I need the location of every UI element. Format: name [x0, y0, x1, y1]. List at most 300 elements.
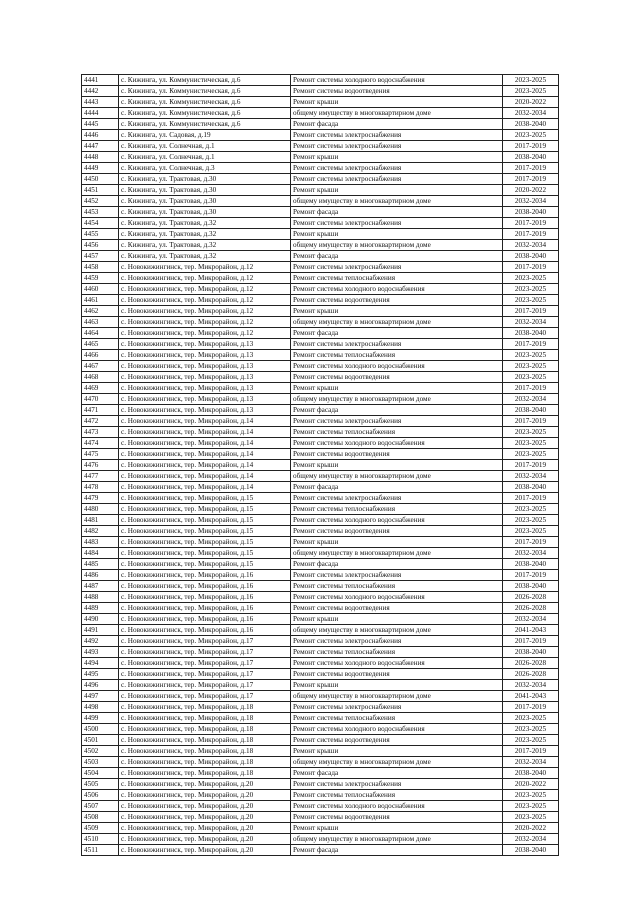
work-type-cell: Ремонт крыши — [291, 460, 503, 471]
address-cell: с. Новокижингинск, тер. Микрорайон, д.13 — [119, 372, 291, 383]
work-type-cell: Ремонт фасада — [291, 768, 503, 779]
period-cell: 2017-2019 — [503, 537, 559, 548]
work-type-cell: Ремонт фасада — [291, 405, 503, 416]
row-number-cell: 4457 — [82, 251, 119, 262]
work-type-cell: Ремонт крыши — [291, 97, 503, 108]
work-type-cell: Ремонт крыши — [291, 152, 503, 163]
address-cell: с. Новокижингинск, тер. Микрорайон, д.16 — [119, 581, 291, 592]
address-cell: с. Новокижингинск, тер. Микрорайон, д.18 — [119, 746, 291, 757]
table-body — [82, 75, 559, 856]
table-row — [82, 548, 559, 559]
work-type-cell: Ремонт фасада — [291, 328, 503, 339]
table-row — [82, 262, 559, 273]
period-cell: 2017-2019 — [503, 493, 559, 504]
work-type-cell: Ремонт системы холодного водоснабжения — [291, 75, 503, 86]
table-row — [82, 350, 559, 361]
table-row — [82, 317, 559, 328]
work-type-cell: Ремонт фасада — [291, 845, 503, 856]
period-cell: 2038-2040 — [503, 768, 559, 779]
row-number-cell: 4445 — [82, 119, 119, 130]
period-cell: 2023-2025 — [503, 130, 559, 141]
address-cell: с. Новокижингинск, тер. Микрорайон, д.15 — [119, 515, 291, 526]
row-number-cell: 4466 — [82, 350, 119, 361]
work-type-cell: общему имуществу в многоквартирном доме — [291, 691, 503, 702]
address-cell: с. Кижинга, ул. Коммунистическая, д.6 — [119, 108, 291, 119]
period-cell: 2017-2019 — [503, 229, 559, 240]
work-type-cell: Ремонт фасада — [291, 251, 503, 262]
address-cell: с. Новокижингинск, тер. Микрорайон, д.18 — [119, 768, 291, 779]
work-type-cell: Ремонт системы холодного водоснабжения — [291, 515, 503, 526]
address-cell: с. Кижинга, ул. Солнечная, д.1 — [119, 152, 291, 163]
row-number-cell: 4481 — [82, 515, 119, 526]
period-cell: 2017-2019 — [503, 163, 559, 174]
table-row — [82, 306, 559, 317]
table-row — [82, 229, 559, 240]
row-number-cell: 4441 — [82, 75, 119, 86]
table-row — [82, 724, 559, 735]
period-cell: 2041-2043 — [503, 691, 559, 702]
row-number-cell: 4459 — [82, 273, 119, 284]
period-cell: 2026-2028 — [503, 669, 559, 680]
table-row — [82, 119, 559, 130]
period-cell: 2017-2019 — [503, 636, 559, 647]
row-number-cell: 4501 — [82, 735, 119, 746]
table-row — [82, 658, 559, 669]
work-type-cell: общему имуществу в многоквартирном доме — [291, 757, 503, 768]
row-number-cell: 4503 — [82, 757, 119, 768]
work-type-cell: Ремонт системы теплоснабжения — [291, 581, 503, 592]
address-cell: с. Новокижингинск, тер. Микрорайон, д.13 — [119, 350, 291, 361]
period-cell: 2032-2034 — [503, 394, 559, 405]
period-cell: 2017-2019 — [503, 702, 559, 713]
row-number-cell: 4469 — [82, 383, 119, 394]
row-number-cell: 4509 — [82, 823, 119, 834]
work-type-cell: Ремонт системы электроснабжения — [291, 141, 503, 152]
address-cell: с. Кижинга, ул. Садовая, д.19 — [119, 130, 291, 141]
row-number-cell: 4508 — [82, 812, 119, 823]
table-row — [82, 416, 559, 427]
period-cell: 2032-2034 — [503, 317, 559, 328]
period-cell: 2038-2040 — [503, 647, 559, 658]
period-cell: 2020-2022 — [503, 97, 559, 108]
table-row — [82, 614, 559, 625]
table-row — [82, 834, 559, 845]
address-cell: с. Кижинга, ул. Трактовая, д.30 — [119, 207, 291, 218]
address-cell: с. Новокижингинск, тер. Микрорайон, д.17 — [119, 647, 291, 658]
repair-schedule-table — [81, 74, 559, 856]
address-cell: с. Новокижингинск, тер. Микрорайон, д.16 — [119, 570, 291, 581]
address-cell: с. Новокижингинск, тер. Микрорайон, д.12 — [119, 284, 291, 295]
work-type-cell: Ремонт системы водоотведения — [291, 86, 503, 97]
row-number-cell: 4477 — [82, 471, 119, 482]
address-cell: с. Новокижингинск, тер. Микрорайон, д.12 — [119, 262, 291, 273]
table-row — [82, 537, 559, 548]
row-number-cell: 4493 — [82, 647, 119, 658]
period-cell: 2023-2025 — [503, 361, 559, 372]
address-cell: с. Кижинга, ул. Трактовая, д.32 — [119, 240, 291, 251]
row-number-cell: 4454 — [82, 218, 119, 229]
table-row — [82, 713, 559, 724]
period-cell: 2017-2019 — [503, 339, 559, 350]
address-cell: с. Новокижингинск, тер. Микрорайон, д.17 — [119, 658, 291, 669]
work-type-cell: Ремонт системы электроснабжения — [291, 570, 503, 581]
table-row — [82, 581, 559, 592]
period-cell: 2038-2040 — [503, 119, 559, 130]
address-cell: с. Новокижингинск, тер. Микрорайон, д.15 — [119, 504, 291, 515]
address-cell: с. Кижинга, ул. Коммунистическая, д.6 — [119, 97, 291, 108]
table-row — [82, 361, 559, 372]
table-row — [82, 735, 559, 746]
work-type-cell: Ремонт системы теплоснабжения — [291, 427, 503, 438]
work-type-cell: Ремонт крыши — [291, 537, 503, 548]
row-number-cell: 4500 — [82, 724, 119, 735]
row-number-cell: 4472 — [82, 416, 119, 427]
table-row — [82, 845, 559, 856]
address-cell: с. Новокижингинск, тер. Микрорайон, д.14 — [119, 449, 291, 460]
period-cell: 2032-2034 — [503, 614, 559, 625]
table-row — [82, 185, 559, 196]
table-row — [82, 801, 559, 812]
row-number-cell: 4442 — [82, 86, 119, 97]
row-number-cell: 4491 — [82, 625, 119, 636]
table-row — [82, 460, 559, 471]
period-cell: 2023-2025 — [503, 350, 559, 361]
table-row — [82, 383, 559, 394]
table-row — [82, 339, 559, 350]
address-cell: с. Новокижингинск, тер. Микрорайон, д.16 — [119, 603, 291, 614]
work-type-cell: Ремонт крыши — [291, 614, 503, 625]
row-number-cell: 4464 — [82, 328, 119, 339]
table-row — [82, 218, 559, 229]
address-cell: с. Новокижингинск, тер. Микрорайон, д.20 — [119, 779, 291, 790]
address-cell: с. Кижинга, ул. Трактовая, д.32 — [119, 218, 291, 229]
table-row — [82, 625, 559, 636]
work-type-cell: Ремонт системы водоотведения — [291, 295, 503, 306]
table-row — [82, 207, 559, 218]
table-row — [82, 427, 559, 438]
row-number-cell: 4499 — [82, 713, 119, 724]
table-row — [82, 97, 559, 108]
work-type-cell: Ремонт крыши — [291, 306, 503, 317]
work-type-cell: Ремонт системы электроснабжения — [291, 130, 503, 141]
table-row — [82, 823, 559, 834]
period-cell: 2020-2022 — [503, 185, 559, 196]
table-row — [82, 449, 559, 460]
address-cell: с. Новокижингинск, тер. Микрорайон, д.13 — [119, 339, 291, 350]
period-cell: 2017-2019 — [503, 570, 559, 581]
work-type-cell: Ремонт системы электроснабжения — [291, 636, 503, 647]
work-type-cell: Ремонт крыши — [291, 229, 503, 240]
period-cell: 2038-2040 — [503, 251, 559, 262]
row-number-cell: 4467 — [82, 361, 119, 372]
address-cell: с. Новокижингинск, тер. Микрорайон, д.13 — [119, 394, 291, 405]
period-cell: 2023-2025 — [503, 724, 559, 735]
row-number-cell: 4490 — [82, 614, 119, 625]
row-number-cell: 4488 — [82, 592, 119, 603]
work-type-cell: Ремонт системы водоотведения — [291, 669, 503, 680]
work-type-cell: Ремонт крыши — [291, 185, 503, 196]
address-cell: с. Кижинга, ул. Трактовая, д.30 — [119, 185, 291, 196]
table-row — [82, 471, 559, 482]
address-cell: с. Кижинга, ул. Трактовая, д.32 — [119, 251, 291, 262]
work-type-cell: Ремонт системы водоотведения — [291, 372, 503, 383]
address-cell: с. Новокижингинск, тер. Микрорайон, д.12 — [119, 328, 291, 339]
period-cell: 2032-2034 — [503, 757, 559, 768]
row-number-cell: 4497 — [82, 691, 119, 702]
period-cell: 2023-2025 — [503, 801, 559, 812]
period-cell: 2038-2040 — [503, 581, 559, 592]
address-cell: с. Новокижингинск, тер. Микрорайон, д.12 — [119, 295, 291, 306]
period-cell: 2023-2025 — [503, 812, 559, 823]
row-number-cell: 4507 — [82, 801, 119, 812]
period-cell: 2038-2040 — [503, 845, 559, 856]
address-cell: с. Кижинга, ул. Трактовая, д.30 — [119, 174, 291, 185]
row-number-cell: 4458 — [82, 262, 119, 273]
row-number-cell: 4449 — [82, 163, 119, 174]
period-cell: 2023-2025 — [503, 427, 559, 438]
row-number-cell: 4462 — [82, 306, 119, 317]
period-cell: 2023-2025 — [503, 526, 559, 537]
period-cell: 2023-2025 — [503, 295, 559, 306]
address-cell: с. Новокижингинск, тер. Микрорайон, д.18 — [119, 724, 291, 735]
address-cell: с. Новокижингинск, тер. Микрорайон, д.14 — [119, 427, 291, 438]
table-row — [82, 680, 559, 691]
table-row — [82, 647, 559, 658]
table-row — [82, 405, 559, 416]
address-cell: с. Новокижингинск, тер. Микрорайон, д.18 — [119, 702, 291, 713]
period-cell: 2017-2019 — [503, 416, 559, 427]
address-cell: с. Новокижингинск, тер. Микрорайон, д.14 — [119, 482, 291, 493]
work-type-cell: Ремонт крыши — [291, 383, 503, 394]
work-type-cell: Ремонт системы холодного водоснабжения — [291, 361, 503, 372]
row-number-cell: 4480 — [82, 504, 119, 515]
row-number-cell: 4478 — [82, 482, 119, 493]
work-type-cell: Ремонт системы электроснабжения — [291, 262, 503, 273]
address-cell: с. Новокижингинск, тер. Микрорайон, д.13 — [119, 383, 291, 394]
work-type-cell: общему имуществу в многоквартирном доме — [291, 548, 503, 559]
row-number-cell: 4460 — [82, 284, 119, 295]
period-cell: 2032-2034 — [503, 196, 559, 207]
row-number-cell: 4494 — [82, 658, 119, 669]
work-type-cell: Ремонт системы холодного водоснабжения — [291, 658, 503, 669]
row-number-cell: 4452 — [82, 196, 119, 207]
address-cell: с. Новокижингинск, тер. Микрорайон, д.15 — [119, 493, 291, 504]
period-cell: 2038-2040 — [503, 405, 559, 416]
row-number-cell: 4474 — [82, 438, 119, 449]
period-cell: 2017-2019 — [503, 262, 559, 273]
row-number-cell: 4485 — [82, 559, 119, 570]
table-row — [82, 372, 559, 383]
work-type-cell: Ремонт системы теплоснабжения — [291, 504, 503, 515]
table-row — [82, 295, 559, 306]
period-cell: 2017-2019 — [503, 218, 559, 229]
address-cell: с. Новокижингинск, тер. Микрорайон, д.20 — [119, 823, 291, 834]
work-type-cell: Ремонт крыши — [291, 746, 503, 757]
table-row — [82, 790, 559, 801]
table-row — [82, 768, 559, 779]
work-type-cell: Ремонт системы холодного водоснабжения — [291, 592, 503, 603]
address-cell: с. Новокижингинск, тер. Микрорайон, д.17 — [119, 680, 291, 691]
row-number-cell: 4448 — [82, 152, 119, 163]
period-cell: 2032-2034 — [503, 240, 559, 251]
period-cell: 2038-2040 — [503, 152, 559, 163]
row-number-cell: 4450 — [82, 174, 119, 185]
work-type-cell: Ремонт системы водоотведения — [291, 603, 503, 614]
row-number-cell: 4456 — [82, 240, 119, 251]
work-type-cell: общему имуществу в многоквартирном доме — [291, 834, 503, 845]
row-number-cell: 4479 — [82, 493, 119, 504]
period-cell: 2017-2019 — [503, 746, 559, 757]
period-cell: 2023-2025 — [503, 504, 559, 515]
work-type-cell: Ремонт системы холодного водоснабжения — [291, 284, 503, 295]
address-cell: с. Кижинга, ул. Солнечная, д.1 — [119, 141, 291, 152]
work-type-cell: Ремонт системы электроснабжения — [291, 416, 503, 427]
address-cell: с. Кижинга, ул. Коммунистическая, д.6 — [119, 86, 291, 97]
work-type-cell: Ремонт крыши — [291, 823, 503, 834]
work-type-cell: общему имуществу в многоквартирном доме — [291, 625, 503, 636]
row-number-cell: 4465 — [82, 339, 119, 350]
period-cell: 2023-2025 — [503, 438, 559, 449]
table-row — [82, 141, 559, 152]
address-cell: с. Новокижингинск, тер. Микрорайон, д.20 — [119, 812, 291, 823]
work-type-cell: Ремонт системы водоотведения — [291, 526, 503, 537]
address-cell: с. Новокижингинск, тер. Микрорайон, д.18 — [119, 735, 291, 746]
row-number-cell: 4483 — [82, 537, 119, 548]
table-row — [82, 570, 559, 581]
work-type-cell: Ремонт системы электроснабжения — [291, 163, 503, 174]
row-number-cell: 4510 — [82, 834, 119, 845]
table-row — [82, 812, 559, 823]
period-cell: 2038-2040 — [503, 559, 559, 570]
address-cell: с. Новокижингинск, тер. Микрорайон, д.14 — [119, 438, 291, 449]
period-cell: 2038-2040 — [503, 328, 559, 339]
work-type-cell: Ремонт системы теплоснабжения — [291, 350, 503, 361]
period-cell: 2023-2025 — [503, 735, 559, 746]
work-type-cell: Ремонт системы электроснабжения — [291, 493, 503, 504]
row-number-cell: 4453 — [82, 207, 119, 218]
period-cell: 2017-2019 — [503, 383, 559, 394]
work-type-cell: Ремонт фасада — [291, 559, 503, 570]
address-cell: с. Новокижингинск, тер. Микрорайон, д.15 — [119, 537, 291, 548]
row-number-cell: 4496 — [82, 680, 119, 691]
address-cell: с. Новокижингинск, тер. Микрорайон, д.20 — [119, 790, 291, 801]
table-row — [82, 636, 559, 647]
period-cell: 2038-2040 — [503, 482, 559, 493]
table-row — [82, 482, 559, 493]
address-cell: с. Новокижингинск, тер. Микрорайон, д.15 — [119, 548, 291, 559]
address-cell: с. Новокижингинск, тер. Микрорайон, д.12 — [119, 317, 291, 328]
row-number-cell: 4468 — [82, 372, 119, 383]
table-row — [82, 394, 559, 405]
table-row — [82, 438, 559, 449]
period-cell: 2020-2022 — [503, 823, 559, 834]
row-number-cell: 4487 — [82, 581, 119, 592]
row-number-cell: 4461 — [82, 295, 119, 306]
table-row — [82, 174, 559, 185]
work-type-cell: общему имуществу в многоквартирном доме — [291, 240, 503, 251]
table-row — [82, 504, 559, 515]
row-number-cell: 4473 — [82, 427, 119, 438]
table-row — [82, 757, 559, 768]
row-number-cell: 4463 — [82, 317, 119, 328]
period-cell: 2023-2025 — [503, 790, 559, 801]
work-type-cell: Ремонт системы теплоснабжения — [291, 647, 503, 658]
work-type-cell: Ремонт системы электроснабжения — [291, 174, 503, 185]
table-row — [82, 669, 559, 680]
address-cell: с. Кижинга, ул. Солнечная, д.3 — [119, 163, 291, 174]
address-cell: с. Новокижингинск, тер. Микрорайон, д.12 — [119, 273, 291, 284]
period-cell: 2026-2028 — [503, 658, 559, 669]
period-cell: 2032-2034 — [503, 680, 559, 691]
row-number-cell: 4470 — [82, 394, 119, 405]
work-type-cell: Ремонт системы теплоснабжения — [291, 790, 503, 801]
address-cell: с. Кижинга, ул. Трактовая, д.32 — [119, 229, 291, 240]
table-row — [82, 86, 559, 97]
period-cell: 2038-2040 — [503, 207, 559, 218]
table-row — [82, 75, 559, 86]
period-cell: 2023-2025 — [503, 449, 559, 460]
table-row — [82, 493, 559, 504]
work-type-cell: общему имуществу в многоквартирном доме — [291, 108, 503, 119]
table-row — [82, 691, 559, 702]
row-number-cell: 4495 — [82, 669, 119, 680]
table-row — [82, 779, 559, 790]
work-type-cell: Ремонт системы холодного водоснабжения — [291, 438, 503, 449]
address-cell: с. Новокижингинск, тер. Микрорайон, д.15 — [119, 559, 291, 570]
address-cell: с. Новокижингинск, тер. Микрорайон, д.16 — [119, 614, 291, 625]
period-cell: 2032-2034 — [503, 471, 559, 482]
row-number-cell: 4471 — [82, 405, 119, 416]
row-number-cell: 4492 — [82, 636, 119, 647]
period-cell: 2032-2034 — [503, 108, 559, 119]
work-type-cell: Ремонт системы электроснабжения — [291, 702, 503, 713]
row-number-cell: 4476 — [82, 460, 119, 471]
period-cell: 2023-2025 — [503, 515, 559, 526]
work-type-cell: Ремонт системы холодного водоснабжения — [291, 724, 503, 735]
work-type-cell: Ремонт системы теплоснабжения — [291, 713, 503, 724]
row-number-cell: 4486 — [82, 570, 119, 581]
address-cell: с. Новокижингинск, тер. Микрорайон, д.15 — [119, 526, 291, 537]
work-type-cell: Ремонт системы теплоснабжения — [291, 273, 503, 284]
work-type-cell: Ремонт системы электроснабжения — [291, 339, 503, 350]
address-cell: с. Новокижингинск, тер. Микрорайон, д.20 — [119, 801, 291, 812]
period-cell: 2017-2019 — [503, 174, 559, 185]
row-number-cell: 4447 — [82, 141, 119, 152]
period-cell: 2026-2028 — [503, 603, 559, 614]
work-type-cell: Ремонт системы водоотведения — [291, 735, 503, 746]
period-cell: 2026-2028 — [503, 592, 559, 603]
row-number-cell: 4506 — [82, 790, 119, 801]
address-cell: с. Новокижингинск, тер. Микрорайон, д.14 — [119, 416, 291, 427]
period-cell: 2023-2025 — [503, 86, 559, 97]
table-row — [82, 152, 559, 163]
row-number-cell: 4451 — [82, 185, 119, 196]
table-row — [82, 328, 559, 339]
period-cell: 2020-2022 — [503, 779, 559, 790]
row-number-cell: 4511 — [82, 845, 119, 856]
table-row — [82, 130, 559, 141]
row-number-cell: 4502 — [82, 746, 119, 757]
row-number-cell: 4482 — [82, 526, 119, 537]
work-type-cell: общему имуществу в многоквартирном доме — [291, 471, 503, 482]
row-number-cell: 4444 — [82, 108, 119, 119]
period-cell: 2023-2025 — [503, 713, 559, 724]
address-cell: с. Новокижингинск, тер. Микрорайон, д.13 — [119, 405, 291, 416]
address-cell: с. Новокижингинск, тер. Микрорайон, д.16 — [119, 625, 291, 636]
work-type-cell: Ремонт системы холодного водоснабжения — [291, 801, 503, 812]
table-row — [82, 526, 559, 537]
address-cell: с. Новокижингинск, тер. Микрорайон, д.18 — [119, 757, 291, 768]
